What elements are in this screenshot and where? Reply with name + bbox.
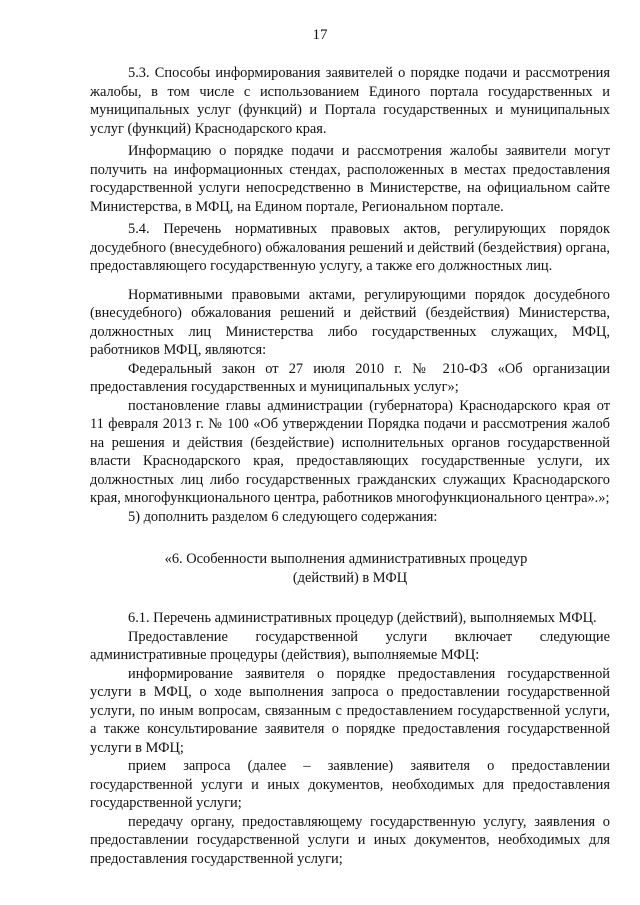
- paragraph-informing: информирование заявителя о порядке предоставления государственной услуги в МФЦ, о ходе выполнения запроса о предоставлении государственной услуги, по иным вопросам, связанным с предоставлением государственной услуги, а также консультирование заявителя о порядке предоставления государственной услуги в МФЦ;: [90, 665, 610, 756]
- section-6-heading: [90, 550, 610, 587]
- page-number: 17: [312, 27, 328, 43]
- paragraph-transfer: передачу органу, предоставляющему государственную услугу, заявления о предоставлении государственной услуги и иных документов, необходимых для предоставления государственной услуги;: [90, 813, 610, 867]
- paragraph-complaint-info: Информацию о порядке подачи и рассмотрения жалобы заявители могут получить на информационных стендах, расположенных в местах предоставления государственной услуги непосредственно в Министерстве, на официальном сайте Министерства, в МФЦ, на Едином портале, Региональном портале.: [90, 143, 610, 215]
- paragraph-federal-law: Федеральный закон от 27 июля 2010 г. № 210-ФЗ «Об организации предоставления государственных и муниципальных услуг»;: [90, 360, 610, 395]
- paragraph-add-section-6: 5) дополнить разделом 6 следующего содержания:: [128, 508, 438, 525]
- paragraph-5-3: 5.3. Способы информирования заявителей о порядке подачи и рассмотрения жалобы, в том числе с использованием Единого портала государственных и муниципальных услуг (функций) и Портала государственных и муниципальных услуг (функций) Краснодарского края.: [90, 65, 610, 137]
- paragraph-request-acceptance: прием запроса (далее – заявление) заявителя о предоставлении государственной услуги и иных документов, необходимых для предоставления государственной услуги;: [90, 758, 610, 811]
- paragraph-procedures-intro: Предоставление государственной услуги включает следующие административные процедуры (действия), выполняемые МФЦ:: [90, 628, 610, 663]
- section-6-heading-line-1: «6. Особенности выполнения административных процедур: [164, 551, 528, 567]
- section-6-heading-line-2: (действий) в МФЦ: [292, 569, 408, 586]
- paragraph-5-4: 5.4. Перечень нормативных правовых актов, регулирующих порядок досудебного (внесудебного) обжалования решений и действий (бездействия) органа, предоставляющего государственную услугу, а также его должностных лиц.: [90, 221, 610, 274]
- paragraph-governor-decree: постановление главы администрации (губернатора) Краснодарского края от 11 февраля 2013 г. № 100 «Об утверждении Порядка подачи и рассмотрения жалоб на решения и действия (бездействие) исполнительных органов государственной власти Краснодарского края, предоставляющих государственные услуги, их должностных лиц либо государственных гражданских служащих Краснодарского края, многофункционального центра, работников многофункционального центра».»;: [90, 397, 610, 506]
- paragraph-6-1: 6.1. Перечень административных процедур (действий), выполняемых МФЦ.: [128, 610, 597, 626]
- document-body: [90, 64, 610, 868]
- paragraph-legal-acts: Нормативными правовыми актами, регулирующими порядок досудебного (внесудебного) обжалования решений и действий (бездействия) Министерства, должностных лиц Министерства либо государственных служащих, МФЦ, работников МФЦ, являются:: [90, 286, 610, 358]
